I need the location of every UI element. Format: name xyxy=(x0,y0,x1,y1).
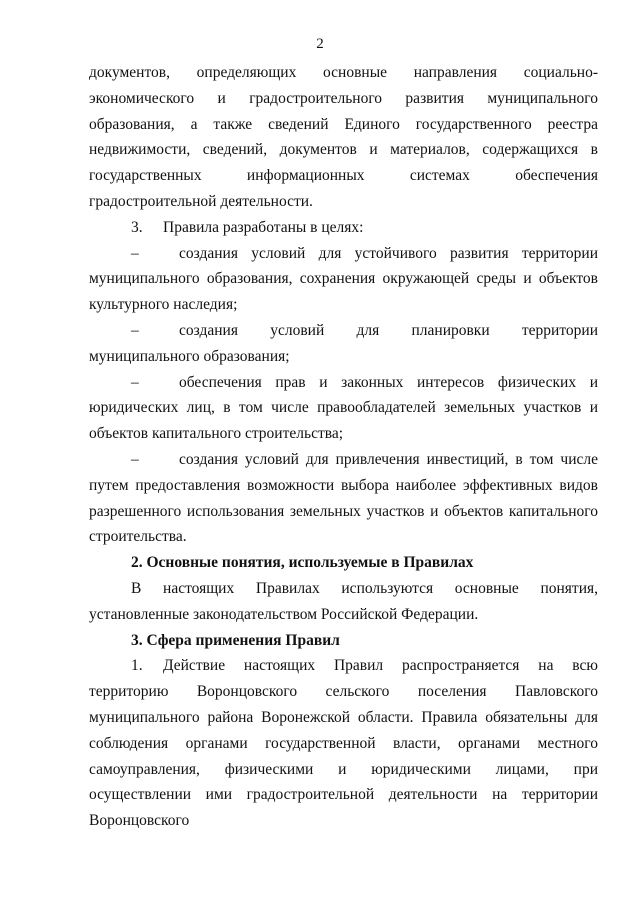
page-number: 2 xyxy=(316,36,324,52)
section-heading: 3. Сфера применения Правил xyxy=(131,631,340,649)
list-item-text: создания условий для привлечения инвестиций, в том числе путем предоставления возможности выбора наиболее эффективных видов разрешенного использования земельных участков и объектов капитального строительства. xyxy=(89,450,598,546)
clause-number: 1. xyxy=(131,657,143,675)
section-heading: 2. Основные понятия, используемые в Правилах xyxy=(131,554,474,572)
list-item-text: создания условий для планировки территории муниципального образования; xyxy=(89,321,598,365)
list-item-text: создания условий для устойчивого развития территории муниципального образования, сохранения окружающей среды и объектов культурного наследия; xyxy=(89,244,598,314)
list-item-text: обеспечения прав и законных интересов физических и юридических лиц, в том числе правообладателей земельных участков и объектов капитального строительства; xyxy=(89,373,598,443)
clause-3 xyxy=(89,215,598,241)
paragraph-continued: документов, определяющих основные направления социально-экономического и градостроительного развития муниципального образования, а также сведений Единого государственного реестра недвижимости, сведений, документов и материалов, содержащихся в государственных информационных системах обеспечения градостроительной деятельности. xyxy=(89,64,598,210)
clause-1 xyxy=(89,653,598,834)
list-item xyxy=(89,318,598,370)
dash-marker: – xyxy=(131,373,139,391)
list-item xyxy=(89,370,598,447)
dash-marker: – xyxy=(131,244,139,262)
dash-marker: – xyxy=(131,450,139,468)
list-item xyxy=(89,447,598,550)
paragraph: В настоящих Правилах используются основные понятия, установленные законодательством Российской Федерации. xyxy=(89,579,598,623)
clause-text: Действие настоящих Правил распространяется на всю территорию Воронцовского сельского поселения Павловского муниципального района Воронежской области. Правила обязательны для соблюдения органами государственной власти, органами местного самоуправления, физическими и юридическими лицами, при осуществлении ими градостроительной деятельности на территории Воронцовского xyxy=(89,657,598,830)
clause-text: Правила разработаны в целях: xyxy=(163,218,364,236)
dash-marker: – xyxy=(131,321,139,339)
document-body xyxy=(89,60,598,834)
list-item xyxy=(89,241,598,318)
clause-number: 3. xyxy=(131,218,143,236)
